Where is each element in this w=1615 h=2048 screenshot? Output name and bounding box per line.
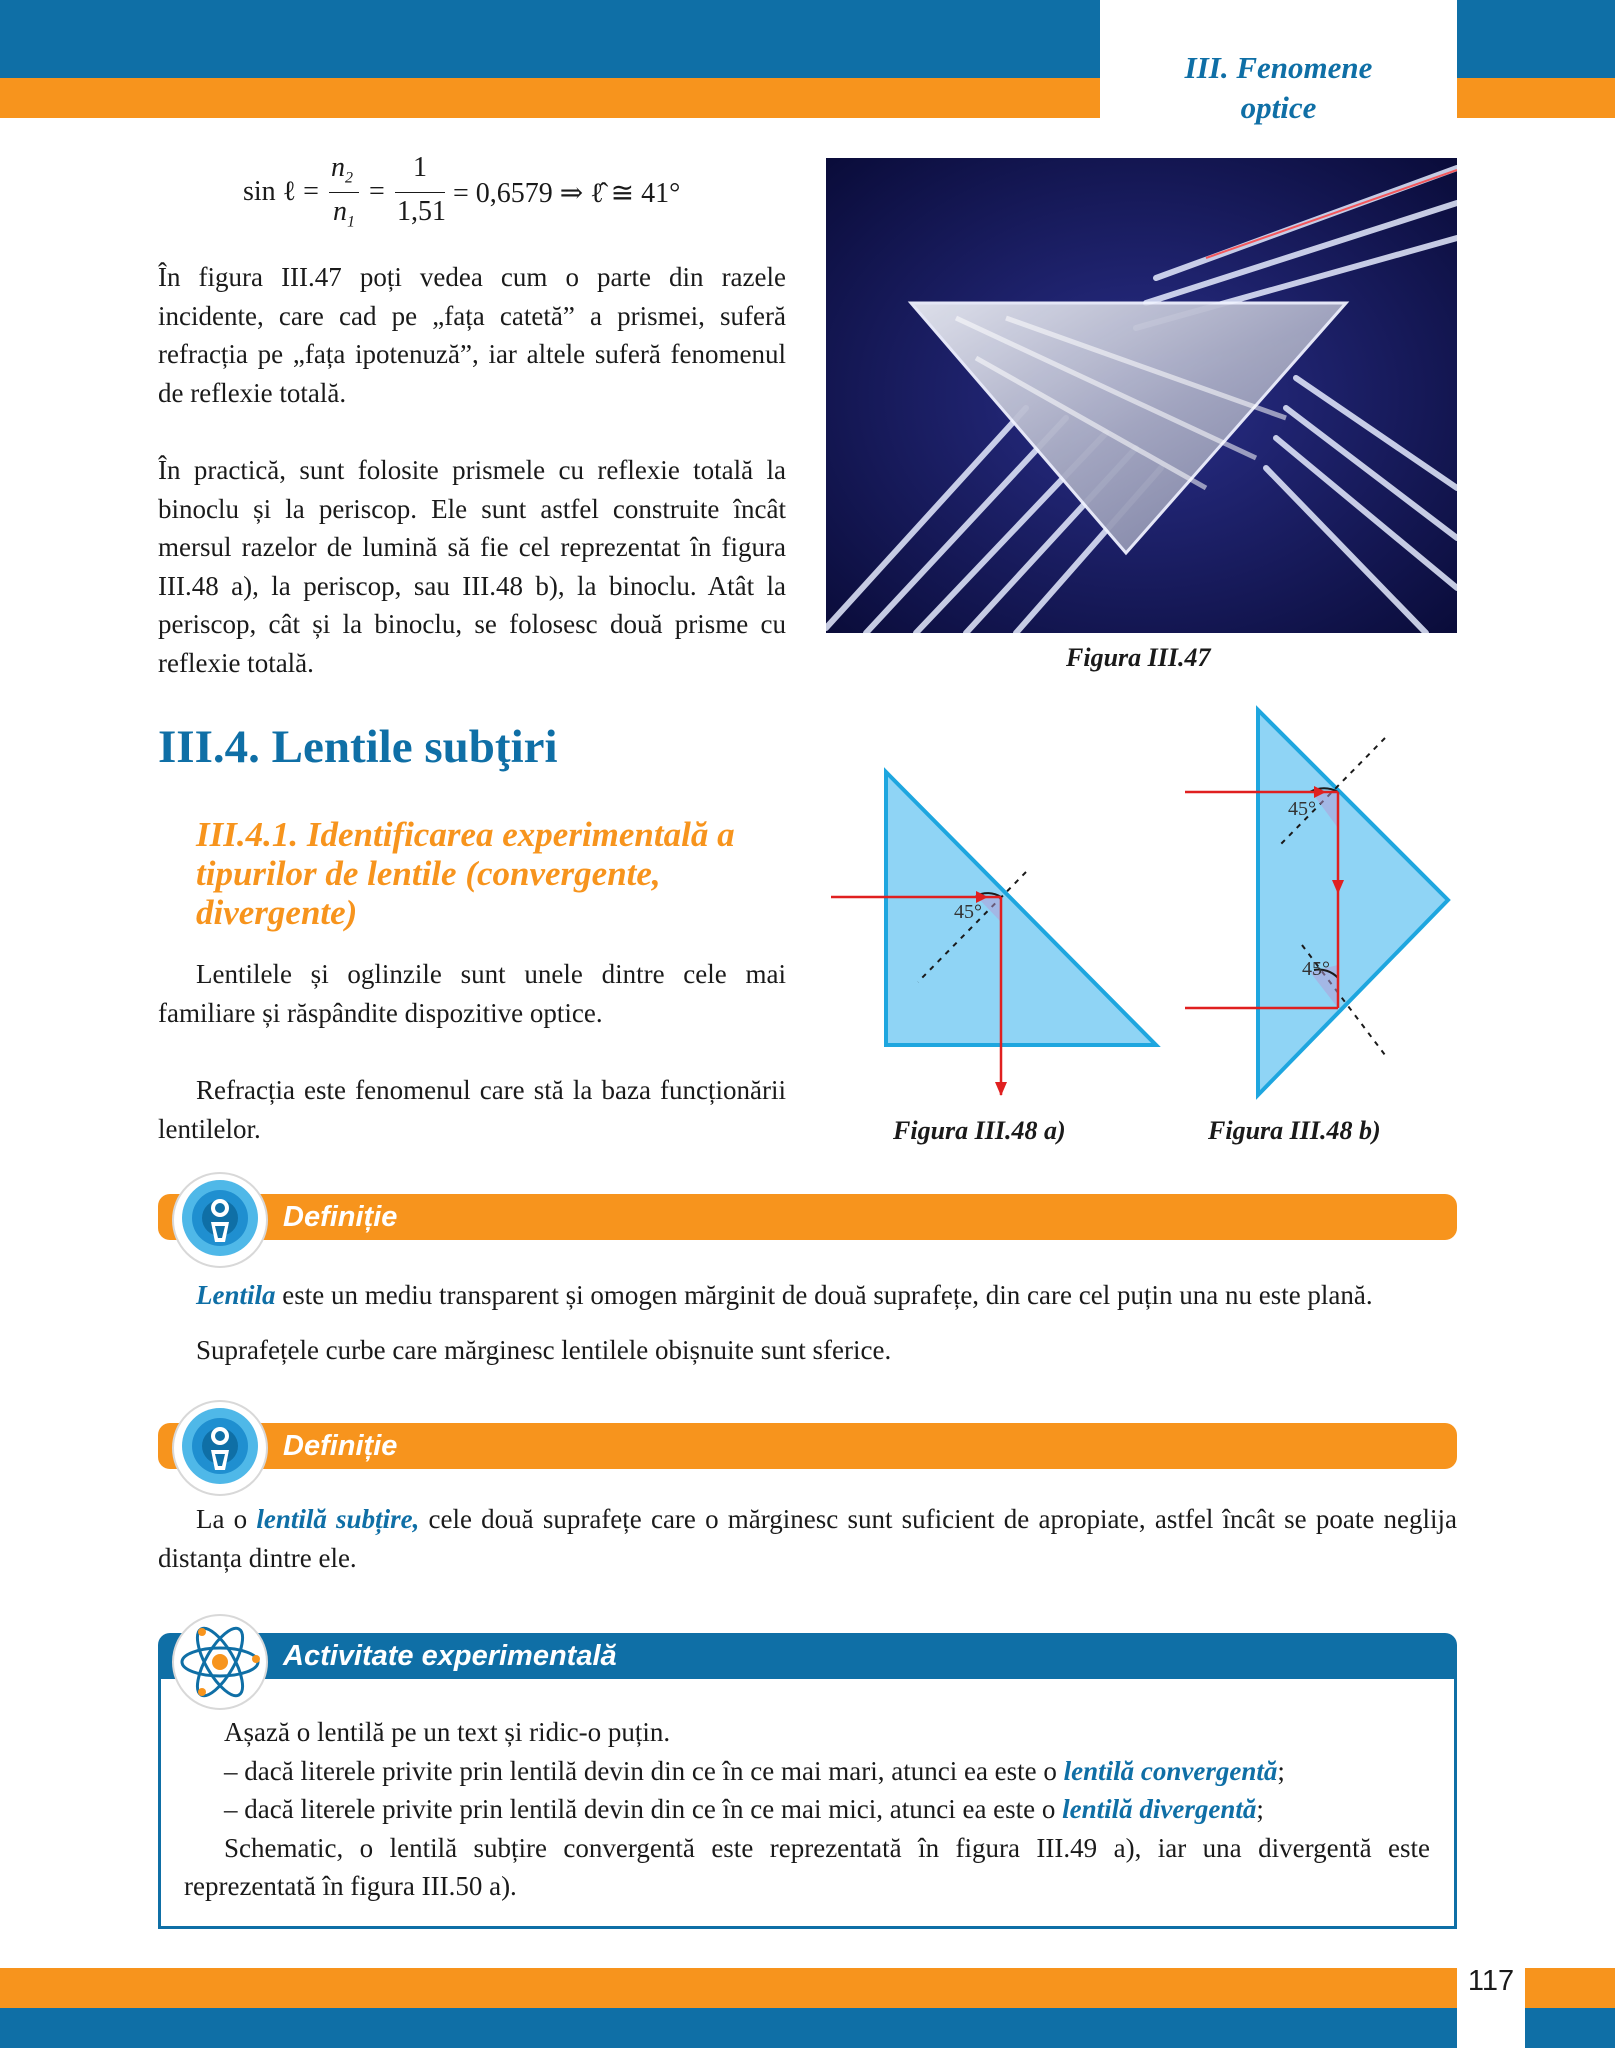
term-divergent: lentilă divergentă [1062, 1794, 1257, 1824]
definition-text-1 [196, 1276, 1461, 1315]
term-convergent: lentilă convergentă [1063, 1755, 1278, 1786]
activity-line-3-text: – dacă literele privite prin lentilă devin din ce în ce mai mici, atunci ea este o [224, 1794, 1063, 1824]
formula-lhs: sin ℓ = [243, 176, 319, 207]
definition-text-2-body: cele două suprafețe care o mărginesc sunt suficient de apropiate, astfel încât se poate neglija distanța dintre ele. [158, 1504, 1457, 1573]
definition-text-2 [158, 1500, 1457, 1577]
header-bar-blue [0, 0, 1100, 78]
subsection-heading: III.4.1. Identificarea experimentală a tipurilor de lentile (convergente, divergente) [196, 815, 735, 932]
prism-photo [826, 158, 1457, 633]
paragraph-refraction-basis: Refracția este fenomenul care stă la baza funcționării lentilelor. [158, 1075, 786, 1144]
paragraph-total-reflection-uses: În practică, sunt folosite prismele cu reflexie totală la binoclu și la periscop. Ele sunt astfel construite încât mersul razelor de lumină să fie cel reprezentat în figura III.48 a), la periscop, sau III.48 b), la binoclu. Atât la periscop, cât și la binoclu, se folosesc două prisme cu reflexie totală. [158, 455, 786, 678]
chapter-title: III. Fenomene optice [1184, 50, 1373, 125]
footer-bar-orange [0, 1968, 1457, 2008]
activity-line-2-text: – dacă literele privite prin lentilă devin din ce în ce mai mari, atunci ea este o [224, 1755, 1064, 1786]
term-lentila: Lentila [196, 1280, 276, 1310]
footer-bar-blue [0, 2008, 1457, 2048]
formula [243, 152, 803, 232]
angle-label-b-top: 45° [1288, 798, 1316, 820]
header-bar-orange-right [1457, 78, 1615, 118]
activity-line-2-end: ; [1277, 1755, 1285, 1786]
caption-fig48a: Figura III.48 a) [893, 1116, 1066, 1145]
figure-binocular-prism [1180, 700, 1460, 1100]
activity-line-3-end: ; [1256, 1794, 1264, 1824]
formula-eq: = [369, 176, 385, 207]
formula-num: 1 [413, 152, 427, 183]
footer-bar-orange-right [1525, 1968, 1615, 2008]
definition-icon-1 [170, 1170, 270, 1270]
activity-line-4: Schematic, o lentilă subțire convergentă este reprezentată în figura III.49 a), iar una divergentă este reprezentată în figura III.50 a). [184, 1832, 1430, 1901]
definition-label-1: Definiție [283, 1201, 398, 1233]
definition-icon-2 [170, 1398, 270, 1498]
activity-line-2 [184, 1752, 1430, 1791]
definition-label-2: Definiție [283, 1430, 398, 1462]
caption-fig48b: Figura III.48 b) [1208, 1116, 1381, 1145]
term-lentila-subtire: lentilă subțire, [256, 1504, 420, 1534]
atom-icon [170, 1612, 270, 1712]
section-heading: III.4. Lentile subţiri [158, 721, 558, 773]
formula-n2: $n_2$ [331, 152, 353, 187]
header-bar-orange [0, 78, 1100, 118]
caption-fig47: Figura III.47 [1066, 643, 1211, 672]
footer-bar-blue-right [1525, 2008, 1615, 2048]
angle-label-a: 45° [954, 901, 982, 923]
header-bar-blue-right [1457, 0, 1615, 78]
formula-rhs: = 0,6579 ⇒ ℓ̂ ≅ 41° [453, 178, 681, 209]
formula-den: 1,51 [397, 196, 446, 227]
definition-text-2-pre: La o [196, 1504, 257, 1534]
paragraph-prism-refraction: În figura III.47 poți vedea cum o parte din razele incidente, care cad pe „fața catetă” a prismei, suferă refracția pe „fața ipotenuză”, iar altele suferă fenomenul de reflexie totală. [158, 262, 786, 408]
formula-n1: $n_1$ [333, 196, 355, 231]
activity-label: Activitate experimentală [283, 1640, 617, 1672]
angle-label-b-bottom: 45° [1302, 958, 1330, 980]
activity-line-1: Așază o lentilă pe un text și ridic-o puțin. [224, 1717, 671, 1747]
figure-periscope-prism [826, 760, 1166, 1100]
paragraph-lenses-intro: Lentilele și oglinzile sunt unele dintre cele mai familiare și răspândite dispozitive optice. [158, 959, 786, 1028]
definition-text-1b: Suprafețele curbe care mărginesc lentilele obișnuite sunt sferice. [196, 1335, 892, 1365]
activity-line-3 [184, 1790, 1430, 1829]
definition-text-1-body: este un mediu transparent și omogen mărginit de două suprafețe, din care cel puțin una nu este plană. [275, 1280, 1373, 1310]
activity-content [184, 1713, 1430, 1906]
page-number: 117 [1467, 1965, 1515, 1997]
